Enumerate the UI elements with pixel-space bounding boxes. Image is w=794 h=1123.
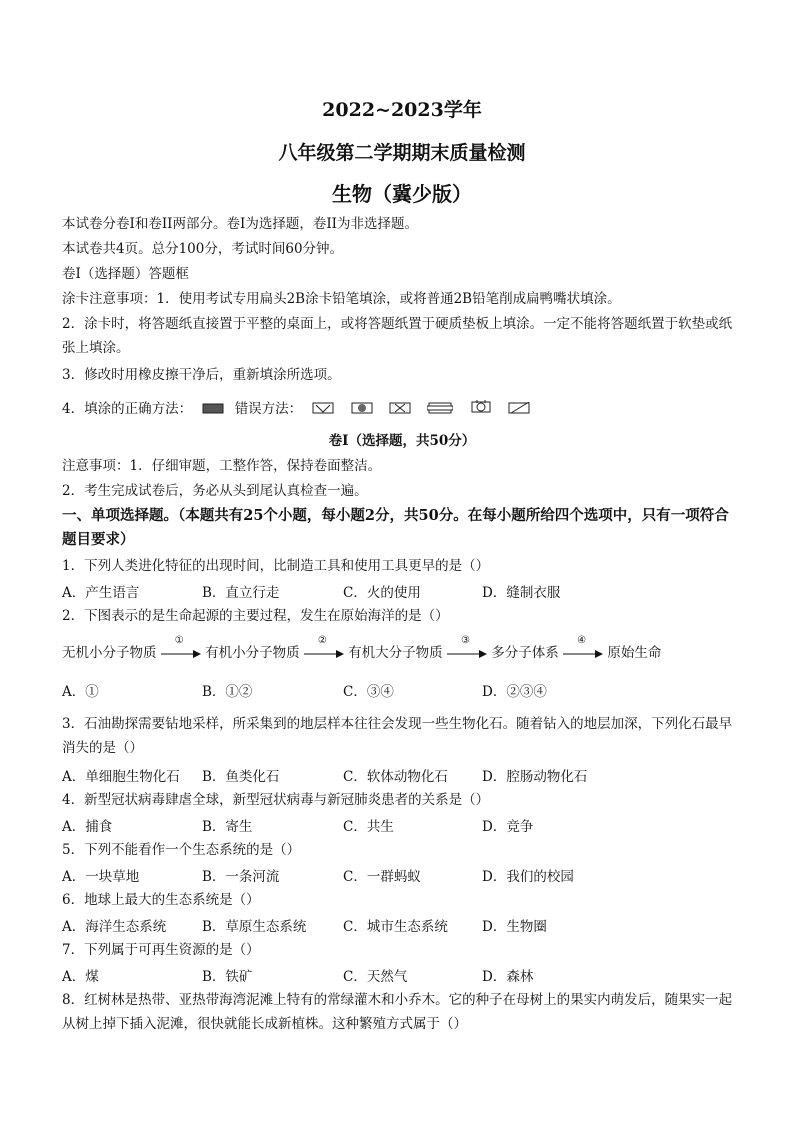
option: A．产生语言: [62, 585, 140, 601]
life-origin-flow: [62, 634, 662, 661]
option: A．捕食: [62, 819, 113, 835]
question-2-options: [62, 680, 742, 700]
fill-method-row: [62, 399, 536, 420]
option: C．城市生态系统: [343, 919, 448, 935]
option: A．①: [62, 684, 99, 700]
wrong-check-icon: [312, 400, 334, 420]
question-4-options: [62, 815, 742, 835]
option: C．共生: [343, 819, 394, 835]
intro-line: 本试卷共4页。总分100分，考试时间60分钟。: [62, 241, 344, 257]
wrong-dot-icon: [351, 400, 373, 420]
note-line: 2．考生完成试卷后，务必从头到尾认真检查一遍。: [62, 483, 368, 499]
flow-arrow: ①: [161, 647, 201, 661]
intro-line: 涂卡注意事项：1．使用考试专用扁头2B涂卡铅笔填涂，或将普通2B铅笔削成扁鸭嘴状填涂。: [62, 291, 621, 307]
option: B．一条河流: [202, 869, 280, 885]
option: B．①②: [202, 684, 253, 700]
option: C．火的使用: [343, 585, 421, 601]
exam-title: 八年级第二学期期末质量检测: [278, 142, 526, 164]
option: D．腔肠动物化石: [482, 769, 588, 785]
option: A．单细胞生物化石: [62, 769, 180, 785]
flow-stage: 多分子体系: [491, 645, 559, 661]
option: B．草原生态系统: [202, 919, 307, 935]
flow-stage: 原始生命: [607, 645, 662, 661]
wrong-method-label: 错误方法：: [234, 401, 303, 417]
option: B．铁矿: [202, 969, 253, 985]
question-7-options: [62, 965, 742, 985]
flow-arrow: ②: [304, 647, 344, 661]
intro-line: 卷I（选择题）答题框: [62, 266, 189, 282]
option: A．海洋生态系统: [62, 919, 167, 935]
question-2: 2．下图表示的是生命起源的主要过程，发生在原始海洋的是（）: [62, 608, 449, 624]
wrong-cross-icon: [389, 400, 411, 420]
question-4: 4．新型冠状病毒肆虐全球，新型冠状病毒与新冠肺炎患者的关系是（）: [62, 792, 490, 808]
wrong-circle-icon: [470, 400, 492, 420]
option: D．我们的校园: [482, 869, 574, 885]
intro-line: 3．修改时用橡皮擦干净后，重新填涂所选项。: [62, 367, 341, 383]
correct-fill-icon: [202, 400, 224, 420]
option: D．竞争: [482, 819, 534, 835]
flow-stage: 有机大分子物质: [348, 645, 443, 661]
question-7: 7．下列属于可再生资源的是（）: [62, 942, 260, 958]
question-5-options: [62, 865, 742, 885]
option: D．森林: [482, 969, 534, 985]
option: D．缝制衣服: [482, 585, 561, 601]
option: B．鱼类化石: [202, 769, 280, 785]
intro-line: 2．涂卡时，将答题纸直接置于平整的桌面上，或将答题纸置于硬质垫板上填涂。一定不能将答题纸置于软垫或纸张上填涂。: [62, 316, 733, 356]
exam-year: 2022~2023学年: [322, 99, 482, 121]
section1-heading: 一、单项选择题。（本题共有25个小题，每小题2分，共50分。在每小题所给四个选项中，只有一项符合题目要求）: [62, 507, 729, 548]
flow-arrow: ③: [447, 647, 487, 661]
fill-method-label: 4．填涂的正确方法：: [62, 401, 193, 417]
question-5: 5．下列不能看作一个生态系统的是（）: [62, 842, 301, 858]
flow-arrow: ④: [563, 647, 603, 661]
question-1: 1．下列人类进化特征的出现时间，比制造工具和使用工具更早的是（）: [62, 558, 490, 574]
question-1-options: [62, 581, 742, 601]
question-6: 6．地球上最大的生态系统是（）: [62, 892, 260, 908]
option: C．软体动物化石: [343, 769, 448, 785]
wrong-slash-icon: [508, 400, 530, 420]
option: C．天然气: [343, 969, 408, 985]
note-line: 注意事项：1．仔细审题，工整作答，保持卷面整洁。: [62, 458, 382, 474]
option: C．一群蚂蚁: [343, 869, 421, 885]
intro-line: 本试卷分卷I和卷II两部分。卷I为选择题，卷II为非选择题。: [62, 216, 418, 232]
subject-title: 生物（冀少版）: [332, 182, 472, 206]
flow-stage: 有机小分子物质: [205, 645, 300, 661]
option: B．直立行走: [202, 585, 280, 601]
question-3-options: [62, 765, 742, 785]
option: C．③④: [343, 684, 394, 700]
question-3: 3．石油勘探需要钻地采样，所采集到的地层样本往往会发现一些生物化石。随着钻入的地层加深，下列化石最早消失的是（）: [62, 716, 733, 756]
option: A．一块草地: [62, 869, 140, 885]
question-6-options: [62, 915, 742, 935]
wrong-bar-icon: [427, 400, 453, 420]
option: D．②③④: [482, 684, 547, 700]
option: D．生物圈: [482, 919, 547, 935]
option: A．煤: [62, 969, 99, 985]
flow-stage: 无机小分子物质: [62, 645, 157, 661]
section1-title: 卷I（选择题，共50分）: [328, 433, 476, 449]
question-8: 8．红树林是热带、亚热带海湾泥滩上特有的常绿灌木和小乔木。它的种子在母树上的果实内萌发后，随果实一起从树上掉下插入泥滩，很快就能长成新植株。这种繁殖方式属于（）: [62, 992, 733, 1032]
option: B．寄生: [202, 819, 253, 835]
